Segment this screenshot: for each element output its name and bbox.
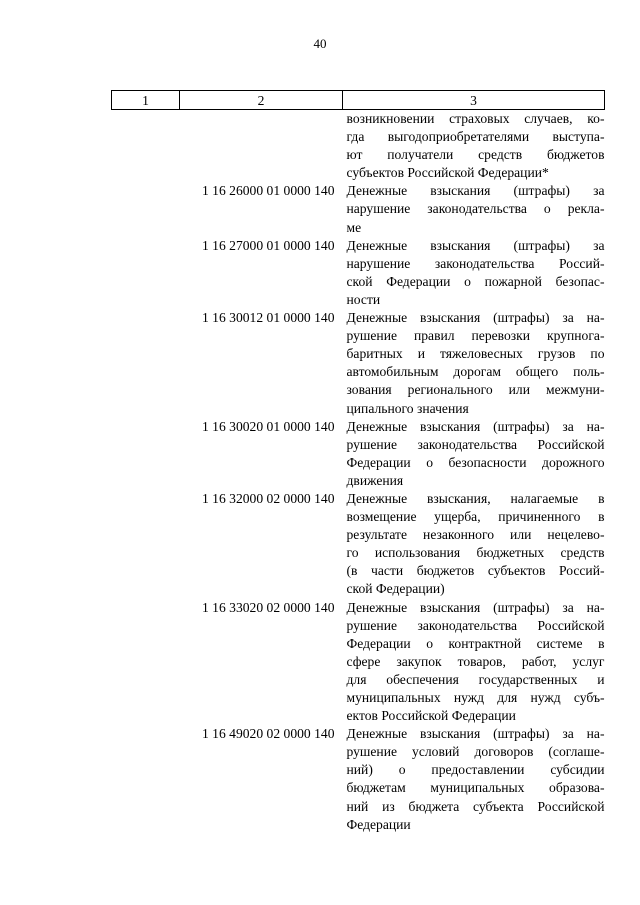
description-line: ской Федерации) [346,581,445,597]
column-header-1: 1 [112,91,180,110]
description-line: Федерации о безопасности дорожного [346,454,605,470]
budget-code-cell: 1 16 32000 02 0000 140 [201,490,335,506]
description-line: автомобильным дорогам общего поль- [346,364,605,380]
description-cell [343,725,605,834]
budget-code-cell: 1 16 33020 02 0000 140 [201,599,335,615]
description-line: ний) о предоставлении субсидии [346,762,605,778]
budget-code-cell: 1 16 30012 01 0000 140 [201,310,335,326]
table-row [112,110,605,183]
description-line: Федерации [346,816,411,832]
description-line: ности [346,291,381,307]
table-row [112,599,605,726]
budget-code-cell: 1 16 26000 01 0000 140 [201,183,335,199]
row-col1-cell [112,599,180,726]
description-line: Федерации о контрактной системе в [346,635,605,651]
description-line: Денежные взыскания (штрафы) за на- [346,599,605,615]
description-line: ципального значения [346,400,469,416]
description-line: Денежные взыскания (штрафы) за [346,183,605,199]
description-line: ской Федерации о пожарной безопас- [346,273,605,289]
table-row [112,418,605,490]
description-line: возмещение ущерба, причиненного в [346,509,605,525]
row-col1-cell [112,182,180,236]
row-col1-cell [112,237,180,309]
description-line: для обеспечения государственных и [346,671,605,687]
row-col1-cell [112,725,180,834]
description-line: ют получатели средств бюджетов [346,147,605,163]
description-cell [343,490,605,599]
description-line: рушение условий договоров (соглаше- [346,744,605,760]
description-line: рушение правил перевозки крупнога- [346,328,605,344]
budget-code-cell: 1 16 27000 01 0000 140 [201,237,335,253]
description-cell [343,309,605,418]
description-line: нарушение законодательства о рекла- [346,201,605,217]
description-cell [343,182,605,236]
budget-code-cell: 1 16 30020 01 0000 140 [201,418,335,434]
description-cell [343,237,605,309]
description-line: Денежные взыскания (штрафы) за на- [346,418,605,434]
row-col1-cell [112,110,180,183]
description-line: Денежные взыскания (штрафы) за на- [346,726,605,742]
description-line: гда выгодоприобретателями выступа- [346,129,605,145]
row-col1-cell [112,418,180,490]
description-line: бюджетам муниципальных образова- [346,780,605,796]
description-line: сфере закупок товаров, работ, услуг [346,653,605,669]
description-cell [343,599,605,726]
budget-codes-table [111,90,605,834]
column-header-3: 3 [343,91,605,110]
budget-code-cell: 1 16 49020 02 0000 140 [201,726,335,742]
row-col1-cell [112,309,180,418]
description-line: ме [346,219,362,235]
description-line: возникновении страховых случаев, ко- [346,111,605,126]
description-line: рушение законодательства Российской [346,436,605,452]
description-line: Денежные взыскания (штрафы) за на- [346,310,605,326]
table-row [112,725,605,834]
description-cell [343,110,605,183]
row-col1-cell [112,490,180,599]
description-line: результате незаконного или нецелево- [346,527,605,543]
table-row [112,490,605,599]
table-header-row [112,91,605,110]
description-line: движения [346,472,404,488]
description-line: баритных и тяжеловесных грузов по [346,346,605,362]
table-row [112,182,605,236]
budget-code-cell [180,110,343,183]
description-line: ний из бюджета субъекта Российской [346,798,605,814]
column-header-2: 2 [180,91,343,110]
description-line: Денежные взыскания, налагаемые в [346,490,605,506]
description-line: нарушение законодательства Россий- [346,255,605,271]
description-line: рушение законодательства Российской [346,617,605,633]
table-row [112,237,605,309]
description-line: зования регионального или межмуни- [346,382,605,398]
description-line: го использования бюджетных средств [346,545,605,561]
description-line: (в части бюджетов субъектов Россий- [346,563,605,579]
description-cell [343,418,605,490]
description-line: Денежные взыскания (штрафы) за [346,237,605,253]
page-number: 40 [313,36,327,51]
description-line: муниципальных нужд для нужд субъ- [346,690,605,705]
table-row [112,309,605,418]
description-line: ектов Российской Федерации [346,708,516,724]
description-line: субъектов Российской Федерации* [346,165,549,181]
